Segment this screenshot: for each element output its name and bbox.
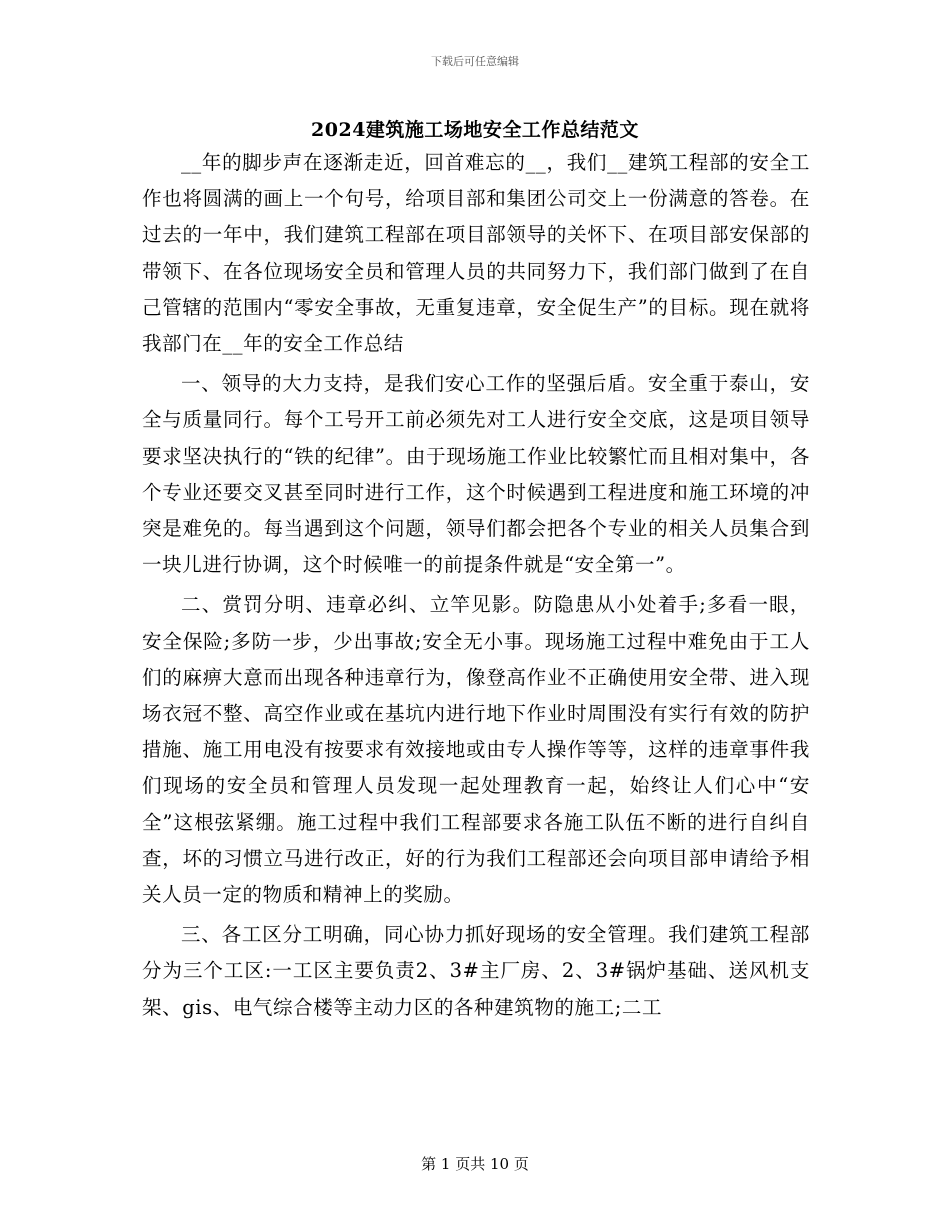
paragraph-section-1: 一、领导的大力支持，是我们安心工作的坚强后盾。安全重于泰山，安全与质量同行。每个工号开工前必须先对工人进行安全交底，这是项目领导要求坚决执行的“铁的纪律”。由于现场施工作业比较繁忙而且相对集中，各个专业还要交叉甚至同时进行工作，这个时候遇到工程进度和施工环境的冲突是难免的。每当遇到这个问题，领导们都会把各个专业的相关人员集合到一块儿进行协调，这个时候唯一的前提条件就是“安全第一”。 bbox=[142, 372, 810, 577]
header-note: 下载后可任意编辑 bbox=[431, 55, 519, 68]
paragraph-section-3: 三、各工区分工明确，同心协力抓好现场的安全管理。我们建筑工程部分为三个工区:一工区主要负责2、3#主厂房、2、3#锅炉基础、送风机支架、gis、电气综合楼等主动力区的各种建筑物的施工;二工 bbox=[142, 923, 810, 1019]
document-body bbox=[142, 145, 810, 1026]
paragraph-intro: __年的脚步声在逐渐走近，回首难忘的__，我们__建筑工程部的安全工作也将圆满的画上一个句号，给项目部和集团公司交上一份满意的答卷。在过去的一年中，我们建筑工程部在项目部领导的关怀下、在项目部安保部的带领下、在各位现场安全员和管理人员的共同努力下，我们部门做到了在自己管辖的范围内“零安全事故，无重复违章，安全促生产”的目标。现在就将我部门在__年的安全工作总结 bbox=[142, 151, 810, 356]
paragraph-section-2: 二、赏罚分明、违章必纠、立竿见影。防隐患从小处着手;多看一眼，安全保险;多防一步，少出事故;安全无小事。现场施工过程中难免由于工人们的麻痹大意而出现各种违章行为，像登高作业不正确使用安全带、进入现场衣冠不整、高空作业或在基坑内进行地下作业时周围没有实行有效的防护措施、施工用电没有按要求有效接地或由专人操作等等，这样的违章事件我们现场的安全员和管理人员发现一起处理教育一起，始终让人们心中“安全”这根弦紧绷。施工过程中我们工程部要求各施工队伍不断的进行自纠自查，坏的习惯立马进行改正，好的行为我们工程部还会向项目部申请给予相关人员一定的物质和精神上的奖励。 bbox=[142, 593, 810, 907]
page-number: 第 1 页共 10 页 bbox=[421, 1155, 529, 1173]
document-title: 2024建筑施工场地安全工作总结范文 bbox=[311, 119, 639, 141]
